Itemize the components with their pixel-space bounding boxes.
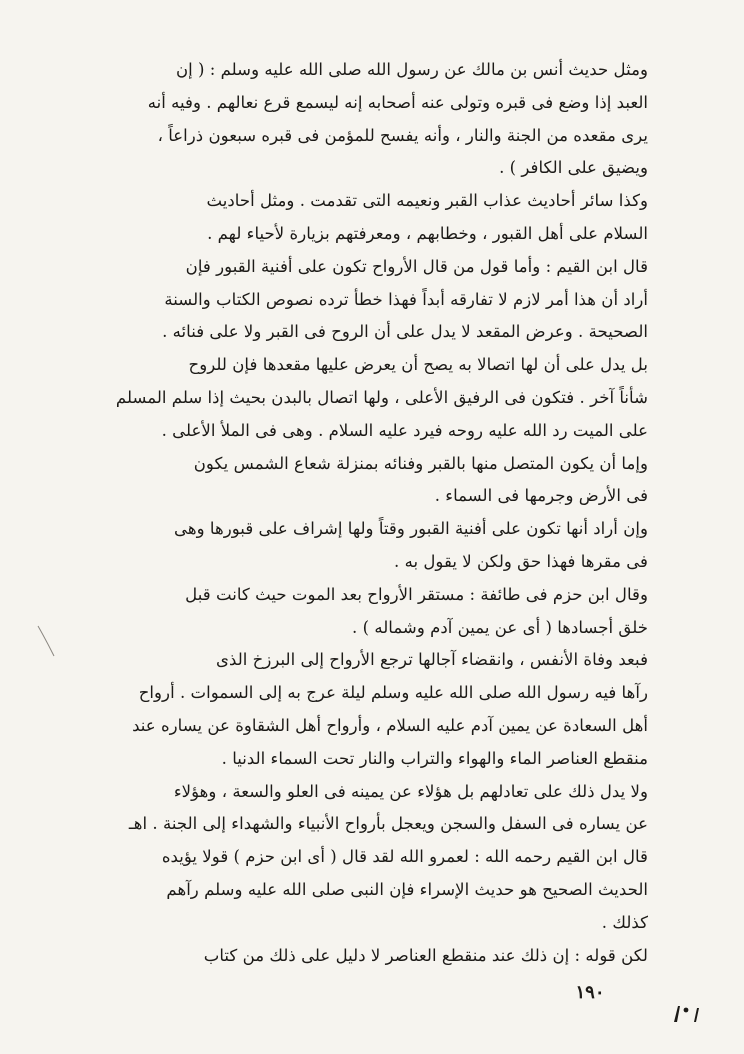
text-line: ولا يدل ذلك على تعادلهم بل هؤلاء عن يمينه فى العلو والسعة ، وهؤلاء [173, 781, 648, 801]
margin-pencil-mark [36, 624, 56, 658]
text-line: عن يساره فى السفل والسجن ويعجل بأرواح الأنبياء والشهداء إلى الجنة . اهـ [128, 814, 648, 834]
text-line: العبد إذا وضع فى قبره وتولى عنه أصحابه إنه ليسمع قرع نعالهم . وفيه أنه [147, 92, 648, 112]
text-line: فى الأرض وجرمها فى السماء . [434, 486, 648, 506]
page-number: ١٩٠ [575, 982, 605, 1003]
text-line: فبعد وفاة الأنفس ، وانقضاء آجالها ترجع الأرواح إلى البرزخ الذى [216, 650, 648, 670]
text-line: بل يدل على أن لها اتصالا به يصح أن يعرض عليها مقعدها فإن للروح [188, 355, 648, 375]
text-line: فى مقرها فهذا حق ولكن لا يقول به . [394, 551, 648, 571]
text-line: لكن قوله : إن ذلك عند منقطع العناصر لا دليل على ذلك من كتاب [203, 945, 648, 965]
text-line: الصحيحة . وعرض المقعد لا يدل على أن الروح فى القبر ولا على فنائه . [162, 322, 648, 342]
text-line: يرى مقعده من الجنة والنار ، وأنه يفسح للمؤمن فى قبره سبعون ذراعاً ، [157, 125, 648, 145]
text-line: أراد أن هذا أمر لازم لا تفارقه أبداً فهذا خطأ ترده نصوص الكتاب والسنة [164, 289, 648, 309]
text-line: على الميت رد الله عليه روحه فيرد عليه السلام . وهى فى الملأ الأعلى . [161, 420, 648, 440]
text-line: شأناً آخر . فتكون فى الرفيق الأعلى ، ولها اتصال بالبدن بحيث إذا سلم المسلم [115, 387, 648, 407]
text-line: رآها فيه رسول الله صلى الله عليه وسلم ليلة عرج به إلى السموات . أرواح [138, 683, 648, 703]
text-line: وإن أراد أنها تكون على أفنية القبور وقتاً ولها إشراف على قبورها وهى [174, 519, 648, 539]
text-line: السلام على أهل القبور ، وخطابهم ، ومعرفتهم بزيارة لأحياء لهم . [207, 223, 648, 243]
text-line: ومثل حديث أنس بن مالك عن رسول الله صلى الله عليه وسلم : ( إن [175, 60, 648, 79]
text-line: قال ابن القيم رحمه الله : لعمرو الله لقد قال ( أى ابن حزم ) قولا يؤيده [161, 847, 648, 867]
text-line: كذلك . [601, 912, 648, 932]
text-line: وكذا سائر أحاديث عذاب القبر ونعيمه التى تقدمت . ومثل أحاديث [206, 191, 648, 211]
page-body-text [100, 54, 648, 972]
text-line: ويضيق على الكافر ) . [499, 158, 648, 178]
text-line: خلق أجسادها ( أى عن يمين آدم وشماله ) . [352, 617, 648, 637]
text-line: الحديث الصحيح هو حديث الإسراء فإن النبى صلى الله عليه وسلم رآهم [166, 879, 648, 899]
text-line: منقطع العناصر الماء والهواء والتراب والنار تحت السماء الدنيا . [221, 748, 648, 768]
ink-stamp-mark [668, 1000, 704, 1026]
text-line: قال ابن القيم : وأما قول من قال الأرواح تكون على أفنية القبور فإن [185, 256, 648, 276]
text-line: أهل السعادة عن يمين آدم عليه السلام ، وأرواح أهل الشقاوة عن يساره عند [132, 715, 648, 735]
text-line: وإما أن يكون المتصل منها بالقبر وفنائه بمنزلة شعاع الشمس يكون [193, 453, 648, 473]
text-line: وقال ابن حزم فى طائفة : مستقر الأرواح بعد الموت حيث كانت قبل [185, 584, 648, 604]
